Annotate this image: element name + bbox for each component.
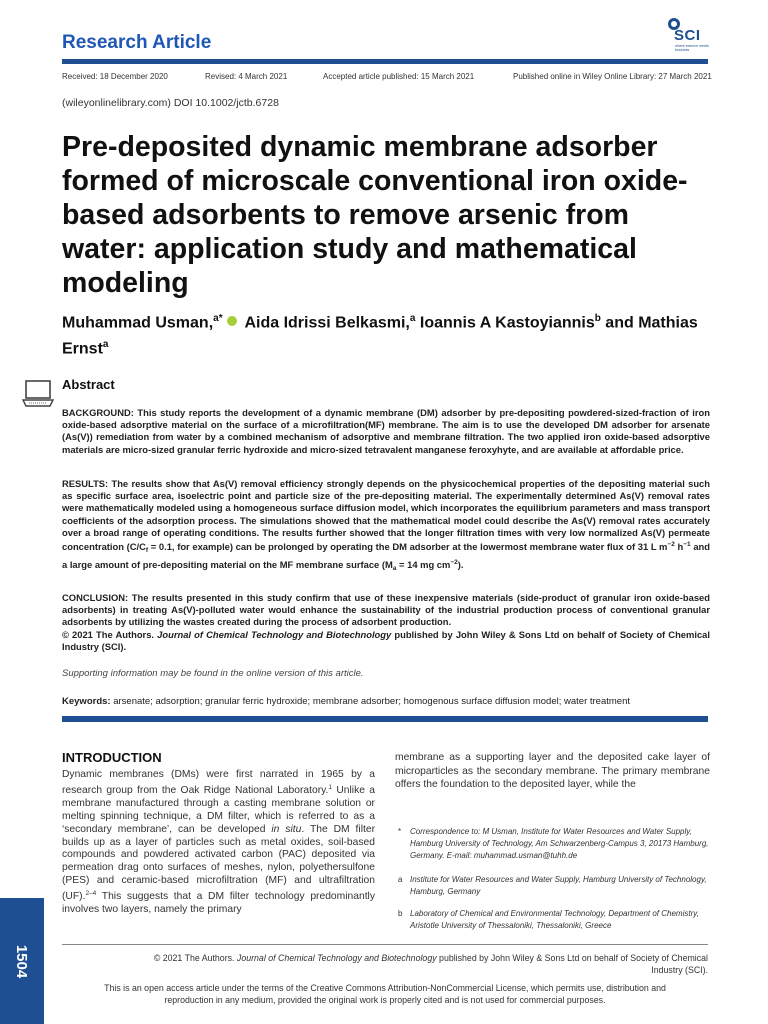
author-name: Muhammad Usman, (62, 314, 214, 332)
laptop-icon (22, 378, 54, 408)
received-date: Received: 18 December 2020 (62, 72, 168, 81)
abstract-results: RESULTS: The results show that As(V) removal efficiency strongly depends on the physicochemical properties of the depositing material such as specific surface area, isoelectric point and particle size of the pre-depositing material. The experimentally determined As(V) removal rates were mathematically modeled using a homogeneous surface diffusion model, which incorporates the equilibrium parameters and mass transport coefficients of the adsorption process. The simulations showed that the mathematical model could describe the As(V) removal rates accurately over a broad range of operating conditions. The results further showed that the longer filtration times with very low normalized As(V) permeate concentration ($C/C_f = 0.1$, for example) can be prolonged by operating the DM adsorber at the lowermost membrane water flux of 31 L $m^{-2}$ $h^{-1}$ and a large amount of pre-depositing material on the MF membrane surface ($M_a = 14$ mg $cm^{-2}$). (62, 478, 710, 573)
abstract-background: BACKGROUND: This study reports the development of a dynamic membrane (DM) adsorber by pre-depositing powdered-sized-fraction of iron oxide-based adsorptive material on the surface of a microfiltration(MF) membrane. The aim is to use the developed DM adsorber for arsenate (As(V)) remediation from water by a combined mechanism of adsorptive and membrane filtration. The two applied iron oxide-based adsorptive materials are micro-sized granular ferric hydroxide and micro-sized tetravalent manganese feroxyhyte, and are available at affordable price. (62, 407, 710, 455)
affiliation-note-b: b Laboratory of Chemical and Environmental Technology, Department of Chemistry, Aristotle University of Thessaloniki, Thessaloniki, Greece (398, 909, 699, 930)
keywords-line: Keywords: arsenate; adsorption; granular ferric hydroxide; membrane adsorber; homogenous surface diffusion model; water treatment (62, 696, 631, 707)
footer-license: This is an open access article under the terms of the Creative Commons Attribution-NonCommercial License, which permits use, distribution and (104, 983, 666, 993)
logo-word: SCI (674, 27, 701, 44)
introduction-continued: membrane as a supporting layer and the deposited cake layer of microparticles as the secondary membrane. The primary membrane offers the foundation to the deposited layer, while the (395, 752, 710, 790)
author-conjunction: and (605, 314, 634, 332)
page-number: 1504 (13, 944, 31, 978)
supporting-info-note: Supporting information may be found in the online version of this article. (62, 668, 364, 679)
footer-license-cont: reproduction in any medium, provided the original work is properly cited and is not used for commercial purposes. (164, 995, 606, 1005)
abstract-heading: Abstract (62, 377, 115, 392)
introduction-paragraph: Dynamic membranes (DMs) were first narrated in 1965 by a research group from the Oak Ridge National Laboratory.$^1$ Unlike a membrane manufactured through a casting membrane solution or melting spinning technique, a DM filter, which is referred to as a ‘secondary membrane’, can be developed in situ. The DM filter builds up as a layer of particles such as metal oxides, soil-based compounds and powdered activated carbon (PAC) deposited via permeation drag onto surfaces of meshes, nylon, polyethersulfone (PES) and ceramic-based microfiltration (MF) and ultrafiltration (UF).$^{2-4}$ This suggests that a DM filter technology predominantly involves two layers, namely the primary (62, 769, 376, 916)
logo-tagline: where science meets business (675, 44, 709, 52)
copyright-notice: © 2021 The Authors. Journal of Chemical Technology and Biotechnology published by John Wiley & Sons Ltd on behalf of Society of Chemical Industry (SCI). (62, 628, 710, 652)
affiliation-note-a: a Institute for Water Resources and Water Supply, Hamburg University of Technology, Hamburg, Germany (398, 875, 707, 896)
accepted-date: Accepted article published: 15 March 2021 (323, 72, 475, 81)
abstract-conclusion: CONCLUSION: The results presented in this study confirm that use of these inexpensive materials (side-product of granular iron oxide-based adsorbents) in treating As(V)-polluted water would enhance the sustainability of the industrial production process of conventional granular adsorbents by utilizing the wastes created during the process of adsorbent production. © 2021 The Authors. Journal of Chemical Technology and Biotechnology published by John Wiley & Sons Ltd on behalf of Society of Chemical Industry (SCI). (62, 592, 710, 652)
author-name: Mathias Ernst (62, 314, 698, 358)
revised-date: Revised: 4 March 2021 (205, 72, 288, 81)
footer-copyright-cont: Industry (SCI). (651, 965, 708, 975)
author-name: Ioannis A Kastoyiannis (419, 314, 595, 332)
footer-copyright: © 2021 The Authors. Journal of Chemical Technology and Biotechnology published by John Wiley & Sons Ltd on behalf of Society of Chemical (153, 953, 708, 963)
doi-line[interactable]: (wileyonlinelibrary.com) DOI 10.1002/jctb.6728 (62, 97, 279, 109)
author-affiliation-mark: a* (213, 313, 223, 324)
published-date: Published online in Wiley Online Library: 27 March 2021 (513, 72, 712, 81)
article-title: Pre-deposited dynamic membrane adsorber formed of microscale conventional iron oxide-based adsorbents to remove arsenic from water: application study and mathematical modeling (62, 131, 688, 299)
author-affiliation-mark: b (594, 313, 601, 324)
author-affiliation-mark: a (409, 313, 416, 324)
orcid-icon[interactable] (227, 316, 237, 326)
section-label: Research Article (62, 32, 212, 53)
header-divider (62, 59, 708, 64)
correspondence-note: * Correspondence to: M Usman, Institute for Water Resources and Water Supply, Hamburg University of Technology, Am Schwarzenberg-Campus 3, 20173 Hamburg, Germany. E-mail: muhammad.usman@tuhh.de (398, 827, 709, 860)
footer-divider (62, 944, 708, 945)
author-affiliation-mark: a (102, 339, 109, 351)
introduction-heading: INTRODUCTION (62, 750, 162, 765)
author-name: Aida Idrissi Belkasmi, (244, 314, 410, 332)
abstract-divider (62, 716, 708, 722)
author-list (62, 308, 712, 361)
sci-logo (668, 16, 714, 52)
